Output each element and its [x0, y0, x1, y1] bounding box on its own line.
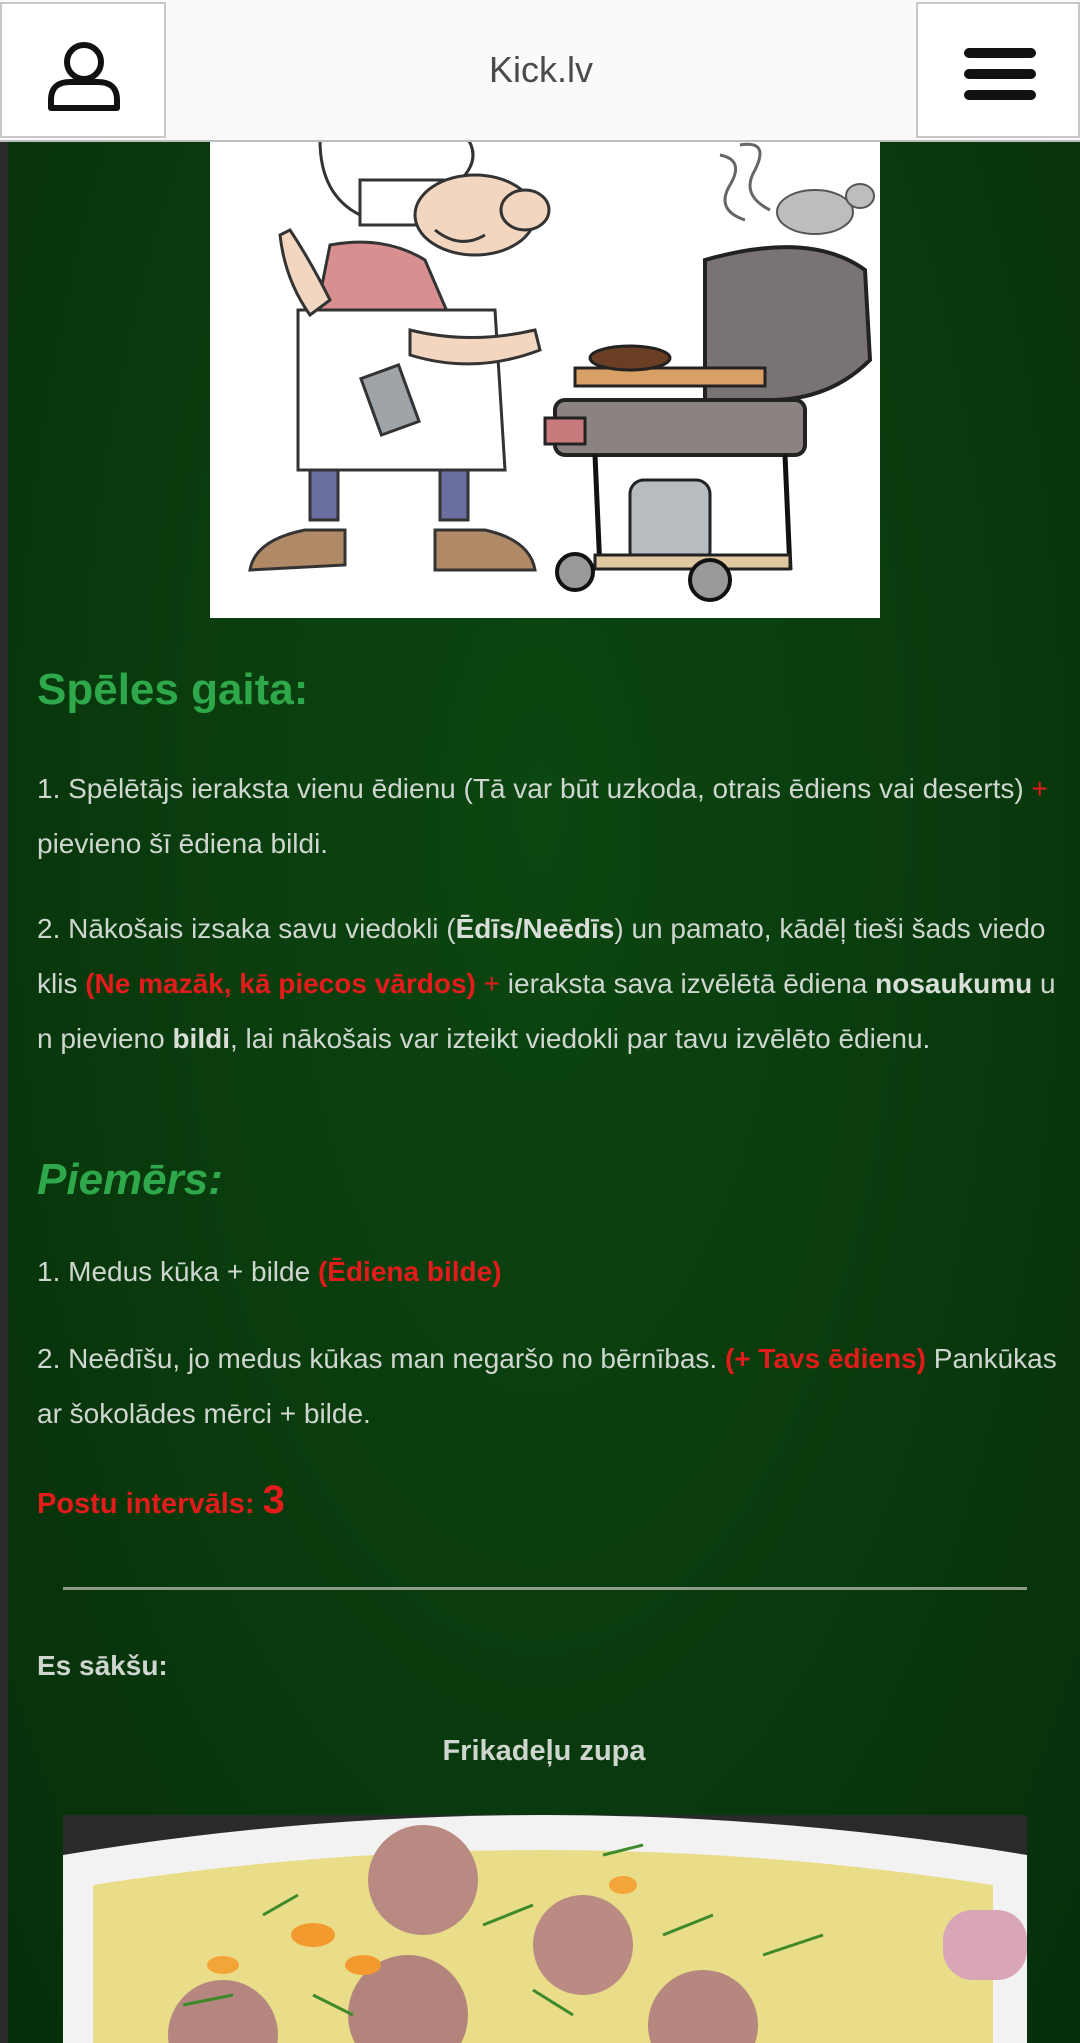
example-line-2-text-b: Pankūkas ar šokolādes mērci + bilde. — [37, 1343, 1057, 1429]
dish-image-note: (Ēdiena bilde) — [317, 1256, 502, 1287]
plus-sign: + — [1031, 773, 1048, 804]
example-line-1 — [37, 1244, 1057, 1299]
post-interval-label: Postu intervāls: — [37, 1488, 255, 1520]
start-label: Es sākšu: — [37, 1650, 168, 1681]
dish-title: Frikadeļu zupa — [442, 1735, 646, 1767]
rule-step-2-text-e: , lai nākošais var izteikt viedokli par tavu izvēlēto ēdienu. — [229, 1023, 931, 1054]
chef-bbq-cartoon-image — [210, 100, 880, 618]
user-icon — [46, 40, 122, 112]
ate-not-ate-label: Ēdīs/Neēdīs — [455, 913, 615, 944]
rule-step-1 — [37, 761, 1057, 871]
rule-step-2-text-c: ieraksta sava izvēlētā ēdiena — [507, 968, 868, 999]
rule-step-2 — [37, 901, 1057, 1066]
rules-heading: Spēles gaita: — [37, 665, 309, 714]
top-bar — [0, 0, 1080, 142]
example-heading: Piemērs: — [37, 1155, 223, 1204]
example-line-1-text: 1. Medus kūka + bilde — [37, 1256, 311, 1287]
divider — [63, 1587, 1027, 1590]
user-button[interactable] — [0, 2, 166, 138]
rule-step-1-text: 1. Spēlētājs ieraksta vienu ēdienu (Tā var būt uzkoda, otrais ēdiens vai deserts) — [37, 773, 1024, 804]
rule-step-2-text: 2. Nākošais izsaka savu viedokli ( — [37, 913, 456, 944]
rule-step-2-text-b: ) un pamato, kādēļ tieši šads viedoklis — [37, 913, 1046, 999]
hamburger-menu-icon — [962, 46, 1038, 102]
your-dish-note: (+ Tavs ēdiens) — [724, 1343, 926, 1374]
example-line-2 — [37, 1331, 1057, 1441]
example-line-2-text: 2. Neēdīšu, jo medus kūkas man negaršo no bērnības. — [37, 1343, 718, 1374]
site-title[interactable]: Kick.lv — [488, 49, 593, 90]
plus-sign: + — [483, 968, 500, 999]
menu-button[interactable] — [916, 2, 1080, 138]
min-words-note: (Ne mazāk, kā piecos vārdos) — [85, 968, 476, 999]
image-label: bildi — [172, 1023, 230, 1054]
meatball-soup-image — [63, 1815, 1027, 2043]
post-interval — [37, 1478, 285, 1523]
rule-step-1-text-end: pievieno šī ēdiena bildi. — [37, 828, 329, 859]
post-interval-value: 3 — [262, 1478, 285, 1522]
dish-name-label: nosaukumu — [875, 968, 1033, 999]
rule-step-2-text-d: un pievieno — [37, 968, 1056, 1054]
